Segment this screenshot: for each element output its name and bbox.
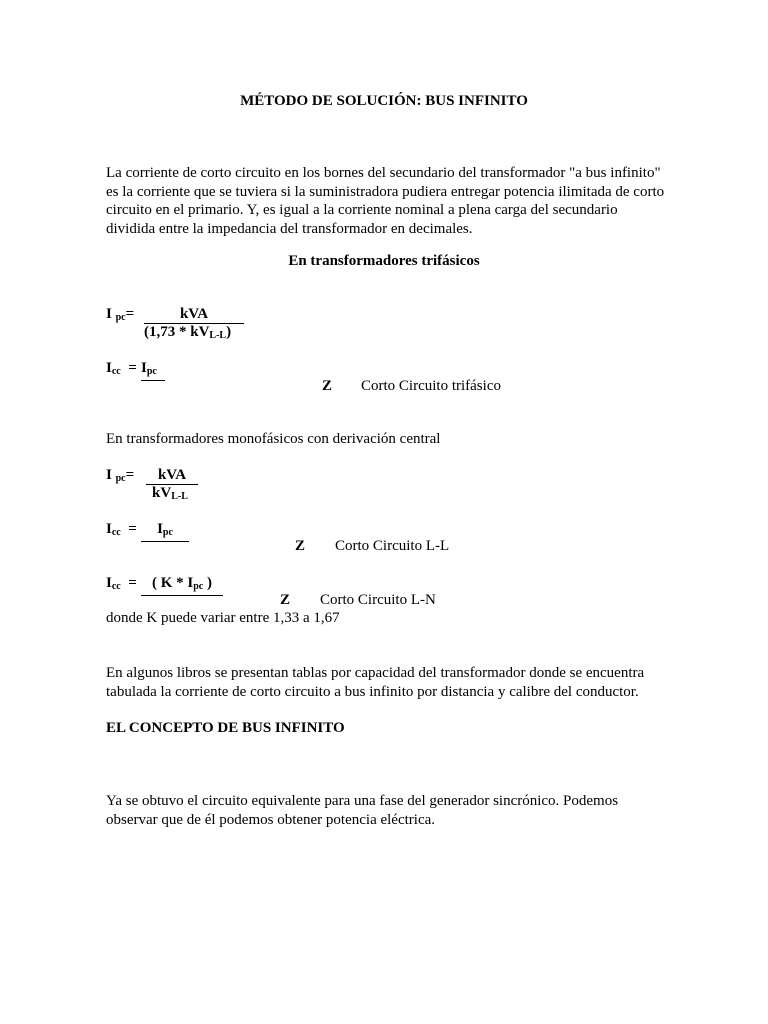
mono-caption-ll: Corto Circuito L-L (335, 538, 450, 554)
icc-denominator-z: Z (322, 378, 333, 394)
icc-formula-label: $I_{cc}$ = (106, 360, 137, 377)
k-range-note: donde K puede variar entre 1,33 a 1,67 (106, 610, 340, 626)
mono-icc2-denominator-z: Z (280, 592, 291, 608)
mono-ipc-numerator: kVA (146, 467, 198, 485)
ipc-formula-label: I $_{pc}$= (106, 306, 135, 323)
mono-icc2-label: $I_{cc}$ = (106, 575, 137, 592)
mono-caption-ln: Corto Circuito L-N (320, 592, 436, 608)
three-phase-heading: En transformadores trifásicos (288, 253, 480, 269)
ipc-numerator: kVA (144, 306, 244, 324)
mono-ipc-denominator: $kV_{L-L}$ (152, 485, 188, 502)
intro-paragraph: La corriente de corto circuito en los bornes del secundario del transformador "a bus infinito" es la corriente que se tuviera si la suministradora pudiera entregar potencia ilimitada de corto circuito en el primario. Y, es igual a la corriente nominal a plena carga del secundario dividida entre la impedancia del transformador en decimales. (106, 165, 665, 237)
icc-numerator: $I_{pc}$ (141, 360, 165, 381)
closing-paragraph: Ya se obtuvo el circuito equivalente para una fase del generador sincrónico. Podemos observar que de él podemos obtener potencia eléctrica. (106, 793, 619, 828)
mono-icc1-numerator: $I_{pc}$ (141, 521, 189, 542)
ipc-denominator: $(1,73 * kV_{L-L})$ (144, 324, 232, 341)
three-phase-caption: Corto Circuito trifásico (361, 378, 501, 394)
concept-heading: EL CONCEPTO DE BUS INFINITO (106, 720, 345, 736)
mono-icc1-denominator-z: Z (295, 538, 306, 554)
mono-heading: En transformadores monofásicos con derivación central (106, 431, 441, 447)
tables-note-paragraph: En algunos libros se presentan tablas por capacidad del transformador donde se encuentra tabulada la corriente de corto circuito a bus infinito por distancia y calibre del conductor. (106, 665, 645, 700)
mono-icc1-label: $I_{cc}$ = (106, 521, 137, 538)
mono-icc2-numerator: ( K * $I_{pc}$ ) (141, 575, 223, 596)
mono-ipc-label: I $_{pc}$= (106, 467, 135, 484)
page-title: MÉTODO DE SOLUCIÓN: BUS INFINITO (240, 93, 528, 109)
